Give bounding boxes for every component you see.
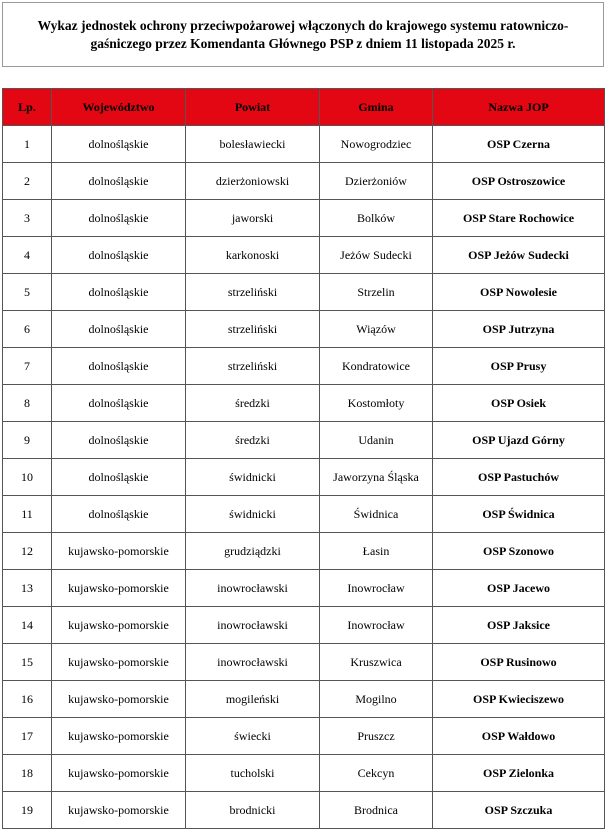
cell-wojewodztwo: dolnośląskie (52, 126, 186, 163)
cell-nazwa-jop: OSP Szczuka (433, 792, 605, 829)
cell-wojewodztwo: kujawsko-pomorskie (52, 718, 186, 755)
cell-lp: 6 (3, 311, 52, 348)
table-row (3, 237, 605, 274)
cell-wojewodztwo: dolnośląskie (52, 459, 186, 496)
cell-lp: 10 (3, 459, 52, 496)
cell-gmina: Łasin (320, 533, 433, 570)
cell-lp: 14 (3, 607, 52, 644)
cell-wojewodztwo: dolnośląskie (52, 274, 186, 311)
cell-gmina: Wiązów (320, 311, 433, 348)
table-row (3, 274, 605, 311)
document-title: Wykaz jednostek ochrony przeciwpożarowej włączonych do krajowego systemu ratowniczo-gaśniczego przez Komendanta Głównego PSP z dniem 11 listopada 2025 r. (37, 17, 569, 51)
cell-lp: 5 (3, 274, 52, 311)
cell-gmina: Cekcyn (320, 755, 433, 792)
cell-lp: 1 (3, 126, 52, 163)
cell-gmina: Jaworzyna Śląska (320, 459, 433, 496)
header-wojewodztwo: Województwo (52, 89, 186, 126)
cell-lp: 8 (3, 385, 52, 422)
table-row (3, 385, 605, 422)
table-row (3, 570, 605, 607)
cell-nazwa-jop: OSP Ujazd Górny (433, 422, 605, 459)
table-row (3, 311, 605, 348)
table-row (3, 755, 605, 792)
cell-powiat: średzki (186, 385, 320, 422)
cell-nazwa-jop: OSP Jacewo (433, 570, 605, 607)
cell-nazwa-jop: OSP Osiek (433, 385, 605, 422)
cell-gmina: Nowogrodziec (320, 126, 433, 163)
table-body (3, 126, 605, 829)
cell-powiat: strzeliński (186, 311, 320, 348)
cell-nazwa-jop: OSP Pastuchów (433, 459, 605, 496)
cell-powiat: karkonoski (186, 237, 320, 274)
cell-nazwa-jop: OSP Zielonka (433, 755, 605, 792)
cell-lp: 12 (3, 533, 52, 570)
cell-wojewodztwo: dolnośląskie (52, 237, 186, 274)
table-row (3, 459, 605, 496)
cell-powiat: bolesławiecki (186, 126, 320, 163)
table-row (3, 200, 605, 237)
cell-powiat: brodnicki (186, 792, 320, 829)
cell-gmina: Kostomłoty (320, 385, 433, 422)
cell-wojewodztwo: kujawsko-pomorskie (52, 644, 186, 681)
cell-gmina: Inowrocław (320, 607, 433, 644)
cell-powiat: strzeliński (186, 274, 320, 311)
cell-nazwa-jop: OSP Jaksice (433, 607, 605, 644)
table-row (3, 718, 605, 755)
cell-nazwa-jop: OSP Stare Rochowice (433, 200, 605, 237)
cell-wojewodztwo: dolnośląskie (52, 348, 186, 385)
cell-powiat: inowrocławski (186, 570, 320, 607)
header-powiat: Powiat (186, 89, 320, 126)
cell-lp: 13 (3, 570, 52, 607)
cell-powiat: świdnicki (186, 496, 320, 533)
cell-powiat: inowrocławski (186, 644, 320, 681)
table-row (3, 533, 605, 570)
cell-gmina: Kondratowice (320, 348, 433, 385)
cell-powiat: grudziądzki (186, 533, 320, 570)
cell-lp: 9 (3, 422, 52, 459)
cell-lp: 3 (3, 200, 52, 237)
cell-wojewodztwo: kujawsko-pomorskie (52, 607, 186, 644)
cell-powiat: mogileński (186, 681, 320, 718)
cell-nazwa-jop: OSP Świdnica (433, 496, 605, 533)
cell-nazwa-jop: OSP Szonowo (433, 533, 605, 570)
cell-nazwa-jop: OSP Kwieciszewo (433, 681, 605, 718)
cell-gmina: Brodnica (320, 792, 433, 829)
header-lp: Lp. (3, 89, 52, 126)
cell-lp: 4 (3, 237, 52, 274)
table-header-row (3, 89, 605, 126)
header-gmina: Gmina (320, 89, 433, 126)
jop-table (2, 88, 605, 829)
table-row (3, 163, 605, 200)
cell-wojewodztwo: kujawsko-pomorskie (52, 681, 186, 718)
cell-lp: 15 (3, 644, 52, 681)
cell-lp: 7 (3, 348, 52, 385)
cell-lp: 17 (3, 718, 52, 755)
document-title-box (2, 2, 604, 67)
cell-powiat: strzeliński (186, 348, 320, 385)
cell-nazwa-jop: OSP Nowolesie (433, 274, 605, 311)
cell-wojewodztwo: kujawsko-pomorskie (52, 570, 186, 607)
cell-nazwa-jop: OSP Wałdowo (433, 718, 605, 755)
cell-powiat: świecki (186, 718, 320, 755)
cell-nazwa-jop: OSP Prusy (433, 348, 605, 385)
cell-nazwa-jop: OSP Ostroszowice (433, 163, 605, 200)
cell-nazwa-jop: OSP Rusinowo (433, 644, 605, 681)
cell-lp: 19 (3, 792, 52, 829)
cell-wojewodztwo: kujawsko-pomorskie (52, 533, 186, 570)
cell-nazwa-jop: OSP Jutrzyna (433, 311, 605, 348)
cell-powiat: świdnicki (186, 459, 320, 496)
cell-powiat: jaworski (186, 200, 320, 237)
table-row (3, 348, 605, 385)
cell-gmina: Świdnica (320, 496, 433, 533)
cell-wojewodztwo: kujawsko-pomorskie (52, 755, 186, 792)
cell-wojewodztwo: dolnośląskie (52, 163, 186, 200)
cell-wojewodztwo: dolnośląskie (52, 422, 186, 459)
cell-wojewodztwo: dolnośląskie (52, 311, 186, 348)
cell-wojewodztwo: dolnośląskie (52, 496, 186, 533)
cell-powiat: dzierżoniowski (186, 163, 320, 200)
cell-wojewodztwo: dolnośląskie (52, 200, 186, 237)
cell-lp: 18 (3, 755, 52, 792)
cell-nazwa-jop: OSP Jeżów Sudecki (433, 237, 605, 274)
header-nazwa-jop: Nazwa JOP (433, 89, 605, 126)
cell-wojewodztwo: dolnośląskie (52, 385, 186, 422)
table-row (3, 496, 605, 533)
table-row (3, 126, 605, 163)
cell-gmina: Mogilno (320, 681, 433, 718)
cell-gmina: Bolków (320, 200, 433, 237)
cell-powiat: średzki (186, 422, 320, 459)
cell-nazwa-jop: OSP Czerna (433, 126, 605, 163)
cell-gmina: Jeżów Sudecki (320, 237, 433, 274)
cell-lp: 11 (3, 496, 52, 533)
table-row (3, 422, 605, 459)
table-row (3, 681, 605, 718)
cell-gmina: Udanin (320, 422, 433, 459)
cell-wojewodztwo: kujawsko-pomorskie (52, 792, 186, 829)
cell-gmina: Kruszwica (320, 644, 433, 681)
table-row (3, 792, 605, 829)
cell-powiat: tucholski (186, 755, 320, 792)
cell-gmina: Dzierżoniów (320, 163, 433, 200)
cell-gmina: Strzelin (320, 274, 433, 311)
cell-lp: 16 (3, 681, 52, 718)
cell-powiat: inowrocławski (186, 607, 320, 644)
cell-lp: 2 (3, 163, 52, 200)
table-row (3, 644, 605, 681)
table-row (3, 607, 605, 644)
cell-gmina: Inowrocław (320, 570, 433, 607)
cell-gmina: Pruszcz (320, 718, 433, 755)
